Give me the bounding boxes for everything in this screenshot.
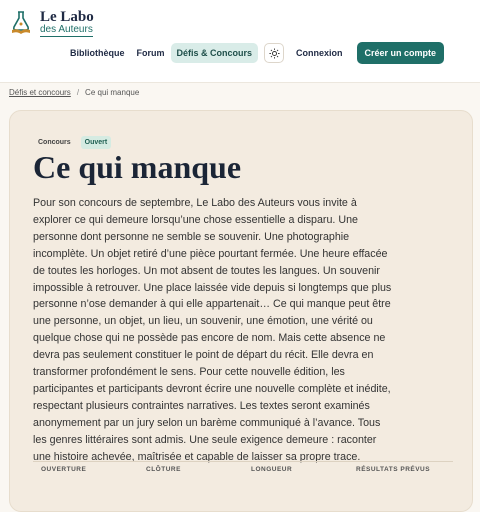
meta-longueur [243, 462, 348, 473]
meta-longueur-label: LONGUEUR [251, 466, 293, 473]
breadcrumb-parent-link[interactable]: Défis et concours [9, 88, 71, 97]
meta-cloture-label: CLÔTURE [146, 466, 181, 473]
logo-title[interactable]: Le Labo [40, 9, 94, 25]
theme-toggle-button[interactable] [264, 43, 284, 63]
meta-cloture [138, 462, 243, 473]
sun-icon [269, 48, 280, 59]
nav-bibliotheque[interactable]: Bibliothèque [70, 48, 125, 58]
meta-resultats [348, 462, 453, 473]
meta-resultats-label: RÉSULTATS PRÉVUS [356, 466, 431, 473]
breadcrumb-current: Ce qui manque [85, 88, 140, 97]
breadcrumb-separator: / [76, 88, 80, 97]
status-badge: Ouvert [81, 136, 112, 149]
nav-defis-concours[interactable]: Défis & Concours [171, 43, 259, 63]
nav-forum[interactable]: Forum [136, 48, 165, 58]
badge-group [34, 136, 111, 149]
challenge-meta [33, 461, 453, 473]
page-title: Ce qui manque [33, 149, 242, 185]
create-account-button[interactable]: Créer un compte [357, 42, 445, 64]
main-nav [64, 42, 470, 64]
challenge-card [9, 110, 473, 512]
type-badge: Concours [38, 139, 71, 146]
site-header [0, 0, 480, 83]
challenge-description: Pour son concours de septembre, Le Labo des Auteurs vous invite à explorer ce qui demeure lorsqu’une chose essentielle a disparu. Une personne dont personne ne semble se souvenir. Une photographie incomplète. Un objet retiré d’une pièce pourtant fermée. Une heure effacée de toutes les horloges. Un mot absent de toutes les langues. Un souvenir impossible à retrouver. Une place laissée vide depuis si longtemps que plus personne n’ose demander à qui elle appartenait… Ce qui manque peut être une personne, un objet, un lieu, un souvenir, une émotion, une vérité ou quelque chose qui ne possède pas encore de nom. Mais cette absence ne devra pas seulement constituer le point de départ du récit. Elle devra en transformer profondément le sens. Pour cette nouvelle édition, les participantes et participants devront écrire une nouvelle complète et inédite, respectant plusieurs contraintes narratives. Les textes seront examinés anonymement par un jury selon un barème communiqué à l’avance. Tous les genres littéraires sont admis. Une seule exigence demeure : raconter une histoire achevée, maîtrisée et capable de laisser sa propre trace. [33, 197, 392, 463]
breadcrumb [9, 88, 139, 97]
meta-ouverture [33, 462, 138, 473]
flask-book-icon[interactable] [10, 10, 32, 34]
logo-subtitle[interactable]: des Auteurs [40, 24, 93, 35]
meta-ouverture-label: OUVERTURE [41, 466, 87, 473]
nav-connexion[interactable]: Connexion [296, 48, 343, 58]
